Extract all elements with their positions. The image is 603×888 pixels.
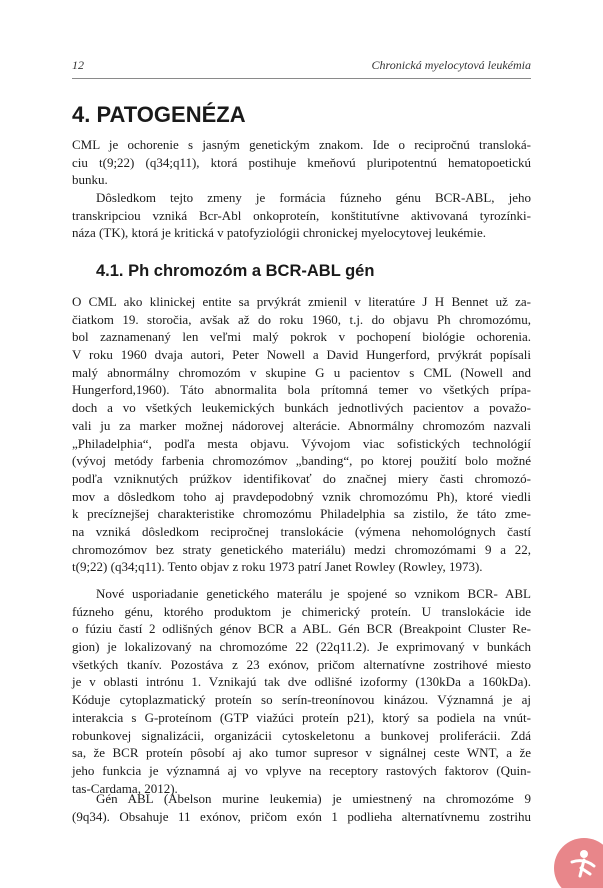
text-line: gion) je lokalizovaný na chromozóme 22 (22q11.2). Je exprimovaný v bunkách <box>72 639 531 655</box>
text-line: doch a vo všetkých leukemických bunkách jednotlivých pacientov a považo- <box>72 400 531 416</box>
text-line: čiatkom 19. storočia, avšak až do roku 1960, t.j. do objavu Ph chromozómu, <box>72 311 531 327</box>
text-line: transkripciou vzniká Bcr-Abl onkoproteín, konštitutívne aktivovaná tyrozínki- <box>72 207 531 223</box>
text-line: Gén ABL (Abelson murine leukemia) je umiestnený na chromozóme 9 <box>96 791 531 806</box>
text-line: bol zaznamenaný len veľmi malý pokrok v pochopení biológie ochorenia. <box>72 329 531 345</box>
text-line: fúzneho génu, ktorého produktom je chimerický proteín. U translokácie ide <box>72 603 531 619</box>
text-line: podľa vzniknutých prúžkov identifikovať do značnej miery časti chromozó- <box>72 470 531 486</box>
text-line: t(9;22) (q34;q11). Tento objav z roku 1973 patrí Janet Rowley (Rowley, 1973). <box>72 559 483 575</box>
text-line: Nové usporiadanie genetického materálu je spojené so vznikom BCR- ABL <box>96 586 531 601</box>
text-line: všetkých tkanív. Pozostáva z 23 exónov, pričom alternatívne zostrihové miesto <box>72 656 531 672</box>
text-line: V roku 1960 dvaja autori, Peter Nowell a David Hungerford, prvýkrát popísali <box>72 347 531 363</box>
text-line: Kóduje cytoplazmatický proteín so serín-treonínovou kinázou. Významná je aj <box>72 692 531 708</box>
header-rule <box>72 78 531 79</box>
text-line: mov a dôsledkom toho aj pravdepodobný vznik chromozómu Ph), ktoré viedli <box>72 488 531 504</box>
text-line: CML je ochorenie s jasným genetickým znakom. Ide o recipročnú transloká- <box>72 137 531 152</box>
text-line: je v oblasti intrónu 1. Vznikajú tak dve odlišné izoformy (130kDa a 160kDa). <box>72 674 531 690</box>
text-line: Hungerford,1960). Táto abnormalita bola prítomná temer vo všetkých prípa- <box>72 382 531 398</box>
text-line: jeho funkcia je významná aj vo vplyve na receptory rastových faktorov (Quin- <box>72 762 531 778</box>
text-line: ciu t(9;22) (q34;q11), ktorá postihuje kmeňovú pluripotentnú hematopoetickú <box>72 154 531 170</box>
paragraph-block-history <box>72 293 531 576</box>
text-line: sa, že BCR proteín pôsobí aj ako tumor supresor v signálnej ceste WNT, a že <box>72 745 531 761</box>
running-title: Chronická myelocytová leukémia <box>371 58 531 72</box>
chapter-title: 4. PATOGENÉZA <box>72 102 246 127</box>
running-header <box>72 58 531 76</box>
text-line: Dôsledkom tejto zmeny je formácia fúzneho génu BCR-ABL, jeho <box>96 190 531 206</box>
text-line: k precíznejšej charakteristike chromozómu Philadelphia sa zistilo, že táto zme- <box>72 506 531 522</box>
text-line: náza (TK), ktorá je kritická v patofyziológii chronickej myelocytovej leukémie. <box>72 225 487 241</box>
text-line: (vývoj metódy farbenia chromozómov „banding“, po ktorej použití bolo možné <box>72 453 531 469</box>
text-line: (9q34). Obsahuje 11 exónov, pričom exón 1 podlieha alternatívnemu zostrihu <box>72 808 531 824</box>
text-line: chromozómov bez straty genetického materiálu) medzi chromozómami 9 a 22, <box>72 541 531 557</box>
text-line: robunkovej signalizácii, organizácii cytoskeletonu a bunkovej proliferácii. Zdá <box>72 727 531 743</box>
paragraph-block-intro <box>72 136 531 242</box>
text-line: O CML ako klinickej entite sa prvýkrát zmienil v literatúre J H Bennet už za- <box>72 294 531 309</box>
text-line: „Philadelphia“, podľa mesta objavu. Vývojom viac sofistických technológií <box>72 435 531 451</box>
section-title: 4.1. Ph chromozóm a BCR-ABL gén <box>96 262 375 280</box>
text-line: o fúziu častí 2 odlišných génov BCR a ABL. Gén BCR (Breakpoint Cluster Re- <box>72 621 531 637</box>
text-line: tas-Cardama, 2012). <box>72 780 178 796</box>
text-line: malý abnormálny chromozóm v skupine G u pacientov s CML (Nowell and <box>72 364 531 380</box>
text-line: vali ju za marker možnej nádorovej alterácie. Abnormálny chromozóm nazvali <box>72 417 531 433</box>
text-line: bunku. <box>72 172 108 188</box>
paragraph-block-genes <box>72 585 531 797</box>
text-line: interakcia s G-proteínom (GTP viažúci proteín p21), ktorý sa podiela na vnút- <box>72 709 531 725</box>
paragraph-block-abl <box>72 790 531 825</box>
page-number: 12 <box>72 58 84 72</box>
text-line: na vzniká dôsledkom recipročnej translokácie (výmena nehomológnych častí <box>72 523 531 539</box>
publisher-logo-icon <box>548 832 603 888</box>
